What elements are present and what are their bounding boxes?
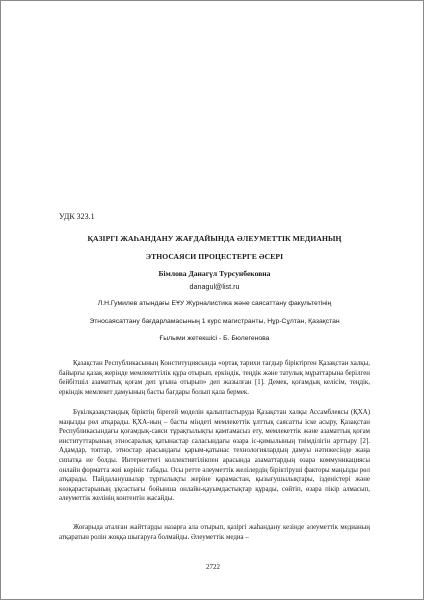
author-email: danagul@list.ru [189, 282, 240, 291]
paragraph-1: Қазақстан Республикасының Конституциясында «ортақ тарихи тағдыр біріктірген Қазақстан халқы, байырғы қазақ жерінде мемлекеттілік құра отырып, еркіндік, теңдік және татулық мұраттарына берілген бейбітшіл азаматтық қоғам деп ұғына отырып» деп жазылған [1]. Демек, қоғамдық келісім, теңдік, еркіндік мемлекет дамуының басты бағдары болып қала бермек. [59, 360, 370, 396]
udk-code: УДК 323.1 [59, 212, 95, 221]
paragraph-3: Жоғарыда аталған жайттарды назарға ала отырып, қазіргі жаһандану кезінде әлеуметтік медианың атқаратын ролін жоққа шығаруға болмайды. Әлеуметтік медиа – [59, 524, 370, 541]
article-title [59, 230, 370, 266]
author-name: Бімлова Данагүл Турсунбековна [158, 269, 271, 278]
affiliation-line-1: Л.Н.Гумилев атындағы ЕҰУ Журналистика және саясаттану факультетінің [97, 300, 332, 307]
title-line-2: ЭТНОСАЯСИ ПРОЦЕСТЕРГЕ ӘСЕРІ [145, 252, 284, 261]
affiliation-line-3: Ғылыми жетекшісі - Б. Бюлегенова [159, 335, 270, 342]
paragraph-2: Бүкілқазақстандық біріктің бірегей моделін қалыптастыруда Қазақстан халқы Ассамблеясы (ҚХА) маңызды рөл атқарады. ҚХА-ның – басты міндеті мемлекеттік ұлттық саясатты іске асыру, Қазақстан Республикасындағы қоғамдық-саяси тұрақтылықты қамтамасыз ету, мемлекеттік және азаматтық қоғам институттарының этносаралық қатынастар саласындағы өзара іс-қимылының тиімділігін арттыру [2]. Адамдар, топтар, этностар арасындағы қарым-қатынас технологиялардың дамуы нәтижесінде жаңа сипатқа ие болды. Интернеттегі коллективтілікпен арасында азаматтардың өзара коммуникациясы онлайн форматта жиі көрініс табады. Осы ретте әлеуметтік желілердің біріктіруші факторы маңызды рөл атқарады. Пайдаланушылар тұрғылықты жеріне қарамастан, қызығушылықтары, ізденістері және көзқарастарының ұқсастығы бойынша онлайн-қауымдастықтар құрады, сөйтіп, өзара пікір алмасып, әлеуметтік желінің контентін жасайды. [59, 409, 370, 503]
page-number: 2722 [206, 563, 220, 571]
title-line-1: ҚАЗІРГІ ЖАҺАНДАНУ ЖАҒДАЙЫНДА ӘЛЕУМЕТТІК МЕДИАНЫҢ [87, 234, 342, 243]
affiliation-line-2: Этносаясаттану бағдарламасының 1 курс магистранты, Нұр-Сұлтан, Қазақстан [89, 318, 340, 325]
